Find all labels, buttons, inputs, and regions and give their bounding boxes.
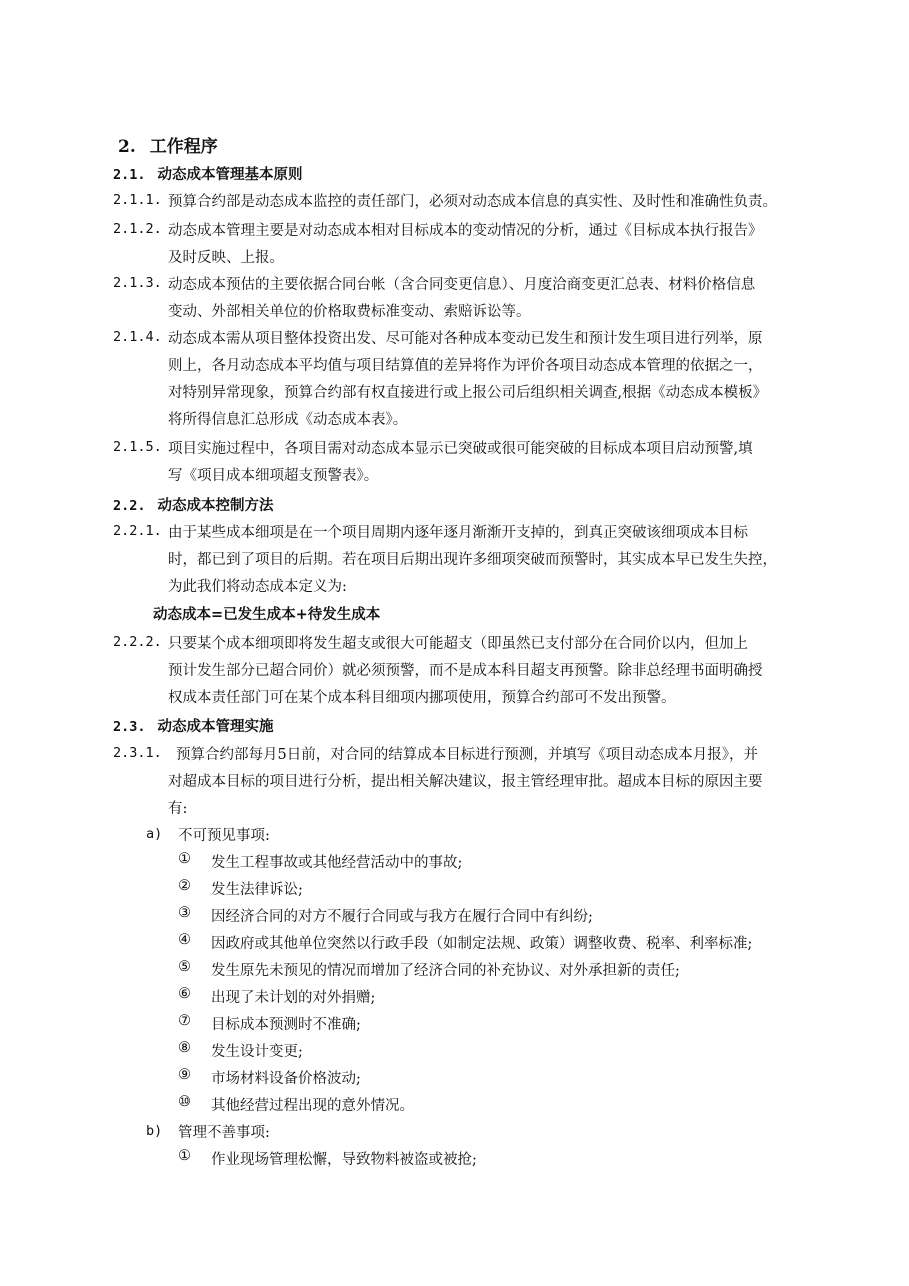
subsection-title: 动态成本管理实施	[157, 718, 274, 735]
subsection-heading-2-3	[113, 715, 274, 736]
formula-text: 动态成本=已发生成本+待发生成本	[153, 606, 381, 623]
list-item: 其他经营过程出现的意外情况。	[211, 1098, 414, 1114]
clause-line: 对超成本目标的项目进行分析，提出相关解决建议，报主管经理审批。超成本目标的原因主要	[168, 774, 763, 790]
section-number: 2.	[118, 137, 136, 157]
clause-line: 动态成本预估的主要依据合同台帐（含合同变更信息）、月度洽商变更汇总表、材料价格信息	[168, 277, 756, 293]
subsection-number: 2.1.	[113, 167, 146, 183]
list-item-mark: ③	[178, 905, 191, 921]
clause-line: 则上，各月动态成本平均值与项目结算值的差异将作为评价各项目动态成本管理的依据之一，	[168, 358, 763, 374]
clause-line: 权成本责任部门可在某个成本科目细项内挪项使用，预算合约部可不发出预警。	[168, 690, 676, 706]
list-item: 因经济合同的对方不履行合同或与我方在履行合同中有纠纷;	[211, 909, 593, 925]
clause-line: 对特别异常现象，预算合约部有权直接进行或上报公司后组织相关调查,根据《动态成本模板》	[168, 385, 768, 401]
clause-number: 2.1.5.	[113, 439, 162, 455]
clause-number: 2.2.1.	[113, 523, 162, 539]
list-item: 出现了未计划的对外捐赠;	[211, 990, 376, 1006]
list-item-mark: ⑥	[178, 986, 191, 1002]
clause-number: 2.2.2.	[113, 634, 162, 650]
clause-number: 2.1.2.	[113, 221, 162, 237]
list-item-mark: ①	[178, 851, 191, 867]
clause-line: 有:	[168, 801, 188, 817]
list-item-mark: ⑦	[178, 1013, 191, 1029]
clause-line: 及时反映、上报。	[168, 250, 284, 266]
list-title: 管理不善事项:	[178, 1125, 270, 1141]
list-title: 不可预见事项:	[178, 828, 270, 844]
clause-number: 2.3.1.	[113, 745, 162, 761]
list-item: 因政府或其他单位突然以行政手段（如制定法规、政策）调整收费、税率、利率标准;	[211, 936, 753, 952]
list-item-mark: ④	[178, 932, 191, 948]
list-item: 发生工程事故或其他经营活动中的事故;	[211, 855, 463, 871]
clause-line: 动态成本管理主要是对动态成本相对目标成本的变动情况的分析，通过《目标成本执行报告》	[168, 223, 763, 239]
list-item: 市场材料设备价格波动;	[211, 1071, 361, 1087]
list-item: 作业现场管理松懈，导致物料被盗或被抢;	[211, 1152, 477, 1168]
clause-line: 预算合约部每月5日前，对合同的结算成本目标进行预测，并填写《项目动态成本月报》，并	[176, 747, 758, 763]
list-label: b)	[146, 1123, 163, 1139]
subsection-number: 2.2.	[113, 498, 146, 514]
list-item: 发生法律诉讼;	[211, 882, 303, 898]
list-item-mark: ⑨	[178, 1067, 191, 1083]
list-item-mark: ⑩	[178, 1094, 191, 1110]
clause-number: 2.1.4.	[113, 329, 162, 345]
subsection-number: 2.3.	[113, 719, 146, 735]
clause-number: 2.1.3.	[113, 275, 162, 291]
clause-line: 将所得信息汇总形成《动态成本表》。	[168, 412, 408, 428]
list-item-mark: ②	[178, 878, 191, 894]
list-item-mark: ⑤	[178, 959, 191, 975]
list-item-mark: ⑧	[178, 1040, 191, 1056]
subsection-title: 动态成本控制方法	[157, 497, 274, 514]
list-label: a)	[146, 826, 163, 842]
clause-number: 2.1.1.	[113, 192, 162, 208]
list-item: 发生原先未预见的情况而增加了经济合同的补充协议、对外承担新的责任;	[211, 963, 680, 979]
list-item: 目标成本预测时不准确;	[211, 1017, 361, 1033]
subsection-heading-2-1	[113, 163, 303, 184]
clause-line: 由于某些成本细项是在一个项目周期内逐年逐月渐渐开支掉的，到真正突破该细项成本目标	[168, 525, 748, 541]
clause-line: 为此我们将动态成本定义为:	[168, 579, 347, 595]
clause-line: 项目实施过程中，各项目需对动态成本显示已突破或很可能突破的目标成本项目启动预警,填	[168, 441, 753, 457]
clause-line: 写《项目成本细项超支预警表》。	[168, 468, 379, 484]
clause-line: 动态成本需从项目整体投资出发、尽可能对各种成本变动已发生和预计发生项目进行列举，原	[168, 331, 763, 347]
section-title: 工作程序	[149, 137, 218, 157]
subsection-title: 动态成本管理基本原则	[157, 166, 303, 183]
section-heading	[118, 132, 218, 157]
clause-line: 预算合约部是动态成本监控的责任部门，必须对动态成本信息的真实性、及时性和准确性负责。	[168, 194, 777, 210]
clause-line: 变动、外部相关单位的价格取费标准变动、索赔诉讼等。	[168, 304, 531, 320]
list-item: 发生设计变更;	[211, 1044, 303, 1060]
list-item-mark: ①	[178, 1148, 191, 1164]
subsection-heading-2-2	[113, 494, 274, 515]
clause-line: 预计发生部分已超合同价）就必须预警，而不是成本科目超支再预警。除非总经理书面明确授	[168, 663, 763, 679]
clause-line: 时，都已到了项目的后期。若在项目后期出现许多细项突破而预警时，其实成本早已发生失控，	[168, 552, 777, 568]
clause-line: 只要某个成本细项即将发生超支或很大可能超支（即虽然已支付部分在合同价以内，但加上	[168, 636, 748, 652]
